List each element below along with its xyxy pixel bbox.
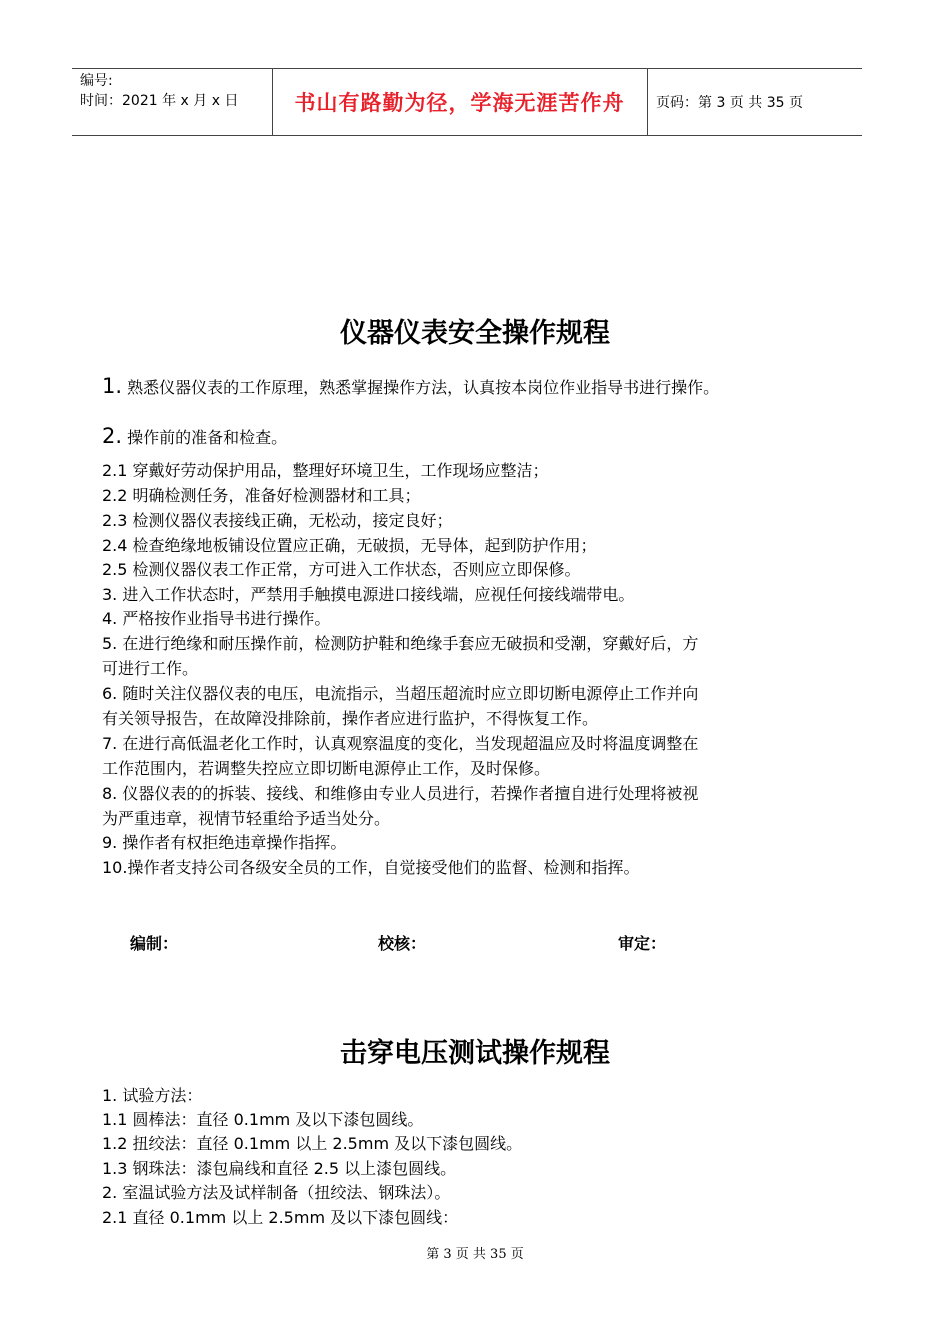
section1-line: 4. 严格按作业指导书进行操作。 [102, 609, 331, 628]
sign-approver: 审定： [618, 934, 667, 953]
header-top-border [72, 68, 862, 69]
section1-line: 工作范围内，若调整失控应立即切断电源停止工作，及时保修。 [102, 759, 551, 778]
section1-line: 为严重违章，视情节轻重给予适当处分。 [102, 809, 391, 828]
section1-line: 10.操作者支持公司各级安全员的工作，自觉接受他们的监督、检测和指挥。 [102, 858, 640, 877]
item-text: 熟悉仪器仪表的工作原理，熟悉掌握操作方法，认真按本岗位作业指导书进行操作。 [122, 378, 720, 397]
section1-title: 仪器仪表安全操作规程 [340, 318, 610, 349]
header-time-label: 时间：2021 年 x 月 x 日 [80, 93, 239, 109]
item-number: 1. [102, 374, 123, 398]
section2-line: 1. 试验方法： [102, 1086, 203, 1105]
section1-line: 2.3 检测仪器仪表接线正确，无松动，接定良好； [102, 511, 453, 530]
page-footer: 第 3 页 共 35 页 [426, 1247, 524, 1262]
item-text: 操作前的准备和检查。 [122, 428, 288, 447]
header-number-label: 编号: [80, 73, 113, 89]
section1-line: 2.5 检测仪器仪表工作正常，方可进入工作状态，否则应立即保修。 [102, 560, 581, 579]
section1-line: 2.4 检查绝缘地板铺设位置应正确，无破损，无导体，起到防护作用； [102, 536, 597, 555]
section1-line: 9. 操作者有权拒绝违章操作指挥。 [102, 833, 347, 852]
section1-line: 6. 随时关注仪器仪表的电压，电流指示，当超压超流时应立即切断电源停止工作并向 [102, 684, 699, 703]
sign-checker: 校核： [378, 934, 427, 953]
header-page-info: 页码：第 3 页 共 35 页 [656, 95, 803, 111]
section2-line: 1.3 钢珠法：漆包扁线和直径 2.5 以上漆包圆线。 [102, 1159, 457, 1178]
item-number: 2. [102, 424, 123, 448]
section1-line: 3. 进入工作状态时，严禁用手触摸电源进口接线端，应视任何接线端带电。 [102, 585, 635, 604]
section2-line: 2. 室温试验方法及试样制备（扭绞法、钢珠法）。 [102, 1183, 451, 1202]
section1-line: 8. 仪器仪表的的拆装、接线、和维修由专业人员进行，若操作者擅自进行处理将被视 [102, 784, 699, 803]
section2-line: 1.2 扭绞法：直径 0.1mm 以上 2.5mm 及以下漆包圆线。 [102, 1134, 523, 1153]
section1-item-2 [102, 424, 287, 450]
section1-line: 7. 在进行高低温老化工作时，认真观察温度的变化，当发现超温应及时将温度调整在 [102, 734, 699, 753]
header-bottom-border [72, 135, 862, 136]
section1-item-1 [102, 374, 719, 400]
section1-line: 2.1 穿戴好劳动保护用品，整理好环境卫生，工作现场应整洁； [102, 461, 549, 480]
section1-line: 有关领导报告，在故障没排除前，操作者应进行监护，不得恢复工作。 [102, 709, 599, 728]
section2-line: 2.1 直径 0.1mm 以上 2.5mm 及以下漆包圆线： [102, 1208, 459, 1227]
section1-line: 可进行工作。 [102, 659, 199, 678]
header-divider-right [647, 68, 648, 135]
section1-line: 2.2 明确检测任务，准备好检测器材和工具； [102, 486, 421, 505]
section2-title: 击穿电压测试操作规程 [340, 1038, 610, 1069]
section1-line: 5. 在进行绝缘和耐压操作前，检测防护鞋和绝缘手套应无破损和受潮，穿戴好后，方 [102, 634, 699, 653]
header-motto: 书山有路勤为径，学海无涯苦作舟 [294, 91, 625, 115]
sign-editor: 编制： [130, 934, 179, 953]
section2-line: 1.1 圆棒法：直径 0.1mm 及以下漆包圆线。 [102, 1110, 424, 1129]
